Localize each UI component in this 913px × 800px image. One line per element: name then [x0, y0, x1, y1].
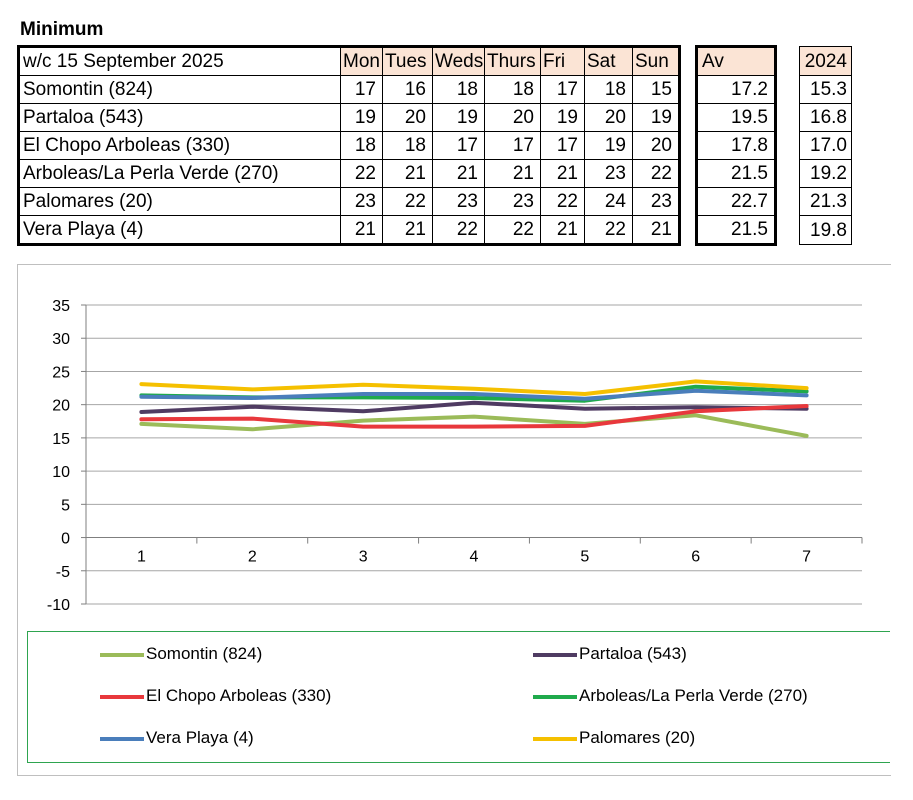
day-value: 19 — [341, 104, 383, 132]
table-row — [19, 188, 852, 216]
legend-swatch — [533, 695, 577, 699]
legend-label: Somontin (824) — [146, 644, 263, 663]
day-value: 21 — [541, 160, 585, 188]
page-title: Minimum — [20, 19, 104, 40]
station-name: Arboleas/La Perla Verde (270) — [19, 160, 341, 188]
legend-label: Arboleas/La Perla Verde (270) — [579, 686, 808, 705]
station-name: Palomares (20) — [19, 188, 341, 216]
table-row — [19, 132, 852, 160]
day-value: 24 — [585, 188, 633, 216]
day-value: 22 — [341, 160, 383, 188]
x-tick-label: 5 — [580, 548, 590, 566]
table-row — [19, 104, 852, 132]
day-value: 20 — [633, 132, 680, 160]
day-value: 19 — [585, 132, 633, 160]
day-value: 17 — [541, 132, 585, 160]
day-value: 22 — [485, 216, 541, 245]
column-gap — [776, 132, 800, 160]
previous-year-value: 17.0 — [800, 132, 852, 160]
day-header-sat: Sat — [585, 47, 633, 76]
day-header-tues: Tues — [383, 47, 433, 76]
station-name: Somontin (824) — [19, 76, 341, 104]
line-chart — [18, 265, 891, 635]
legend-swatch — [100, 695, 144, 699]
legend-swatch — [533, 653, 577, 657]
day-value: 18 — [341, 132, 383, 160]
average-value: 19.5 — [697, 104, 776, 132]
average-value: 21.5 — [697, 160, 776, 188]
day-value: 18 — [585, 76, 633, 104]
table-row — [19, 216, 852, 245]
day-value: 18 — [433, 76, 485, 104]
day-value: 21 — [341, 216, 383, 245]
column-gap — [776, 160, 800, 188]
chart-legend — [27, 631, 890, 763]
station-name: Vera Playa (4) — [19, 216, 341, 245]
column-gap — [776, 104, 800, 132]
day-value: 17 — [433, 132, 485, 160]
y-tick-label: 35 — [52, 298, 70, 315]
day-value: 16 — [383, 76, 433, 104]
week-label: w/c 15 September 2025 — [19, 47, 341, 76]
day-header-thurs: Thurs — [485, 47, 541, 76]
column-gap — [776, 188, 800, 216]
y-tick-label: 0 — [61, 530, 70, 548]
day-value: 19 — [541, 104, 585, 132]
x-tick-label: 1 — [136, 548, 146, 566]
temperature-table — [17, 45, 852, 246]
average-value: 22.7 — [697, 188, 776, 216]
column-gap — [776, 216, 800, 245]
previous-year-value: 19.2 — [800, 160, 852, 188]
day-value: 22 — [541, 188, 585, 216]
legend-item — [100, 728, 254, 748]
day-value: 23 — [485, 188, 541, 216]
y-tick-label: -10 — [46, 597, 70, 614]
x-tick-label: 2 — [247, 548, 257, 566]
day-value: 20 — [585, 104, 633, 132]
day-value: 17 — [541, 76, 585, 104]
day-value: 23 — [633, 188, 680, 216]
legend-swatch — [533, 737, 577, 741]
previous-year-value: 19.8 — [800, 216, 852, 245]
column-gap — [776, 47, 800, 76]
average-value: 21.5 — [697, 216, 776, 245]
y-tick-label: 30 — [52, 331, 70, 349]
y-tick-label: 15 — [52, 430, 70, 448]
y-tick-label: 20 — [52, 397, 70, 415]
x-tick-label: 4 — [469, 548, 479, 566]
day-value: 17 — [485, 132, 541, 160]
day-value: 15 — [633, 76, 680, 104]
legend-label: Vera Playa (4) — [146, 728, 254, 747]
day-value: 21 — [383, 216, 433, 245]
legend-item — [533, 644, 687, 664]
day-value: 19 — [633, 104, 680, 132]
day-value: 17 — [341, 76, 383, 104]
legend-item — [533, 686, 808, 706]
y-tick-label: 25 — [52, 364, 70, 382]
day-value: 21 — [541, 216, 585, 245]
column-gap — [680, 216, 697, 245]
previous-year-value: 16.8 — [800, 104, 852, 132]
day-value: 23 — [433, 188, 485, 216]
day-value: 20 — [485, 104, 541, 132]
column-gap — [680, 104, 697, 132]
average-value: 17.2 — [697, 76, 776, 104]
legend-item — [100, 644, 262, 664]
legend-label: Palomares (20) — [579, 728, 696, 747]
day-value: 22 — [633, 160, 680, 188]
day-value: 23 — [585, 160, 633, 188]
day-value: 20 — [383, 104, 433, 132]
legend-item — [533, 728, 695, 748]
day-value: 21 — [633, 216, 680, 245]
day-header-fri: Fri — [541, 47, 585, 76]
station-name: El Chopo Arboleas (330) — [19, 132, 341, 160]
y-tick-label: 10 — [52, 464, 70, 482]
column-gap — [680, 132, 697, 160]
y-tick-label: 5 — [61, 497, 70, 515]
table-row — [19, 76, 852, 104]
day-value: 18 — [383, 132, 433, 160]
legend-swatch — [100, 737, 144, 741]
day-value: 22 — [383, 188, 433, 216]
column-gap — [680, 160, 697, 188]
table-header-row — [19, 47, 852, 76]
average-value: 17.8 — [697, 132, 776, 160]
column-gap — [776, 76, 800, 104]
column-gap — [680, 76, 697, 104]
day-value: 22 — [585, 216, 633, 245]
day-value: 21 — [433, 160, 485, 188]
x-tick-label: 6 — [691, 548, 701, 566]
legend-swatch — [100, 653, 144, 657]
station-name: Partaloa (543) — [19, 104, 341, 132]
table-row — [19, 160, 852, 188]
previous-year-header: 2024 — [800, 47, 852, 76]
column-gap — [680, 47, 697, 76]
day-value: 23 — [341, 188, 383, 216]
legend-label: El Chopo Arboleas (330) — [146, 686, 332, 705]
previous-year-value: 15.3 — [800, 76, 852, 104]
day-header-sun: Sun — [633, 47, 680, 76]
day-value: 19 — [433, 104, 485, 132]
y-tick-label: -5 — [55, 563, 70, 581]
legend-label: Partaloa (543) — [579, 644, 687, 663]
x-tick-label: 7 — [802, 548, 812, 566]
day-value: 21 — [383, 160, 433, 188]
day-value: 18 — [485, 76, 541, 104]
day-value: 21 — [485, 160, 541, 188]
average-header: Av — [697, 47, 776, 76]
day-header-weds: Weds — [433, 47, 485, 76]
column-gap — [680, 188, 697, 216]
previous-year-value: 21.3 — [800, 188, 852, 216]
legend-item — [100, 686, 331, 706]
day-value: 22 — [433, 216, 485, 245]
day-header-mon: Mon — [341, 47, 383, 76]
x-tick-label: 3 — [358, 548, 368, 566]
